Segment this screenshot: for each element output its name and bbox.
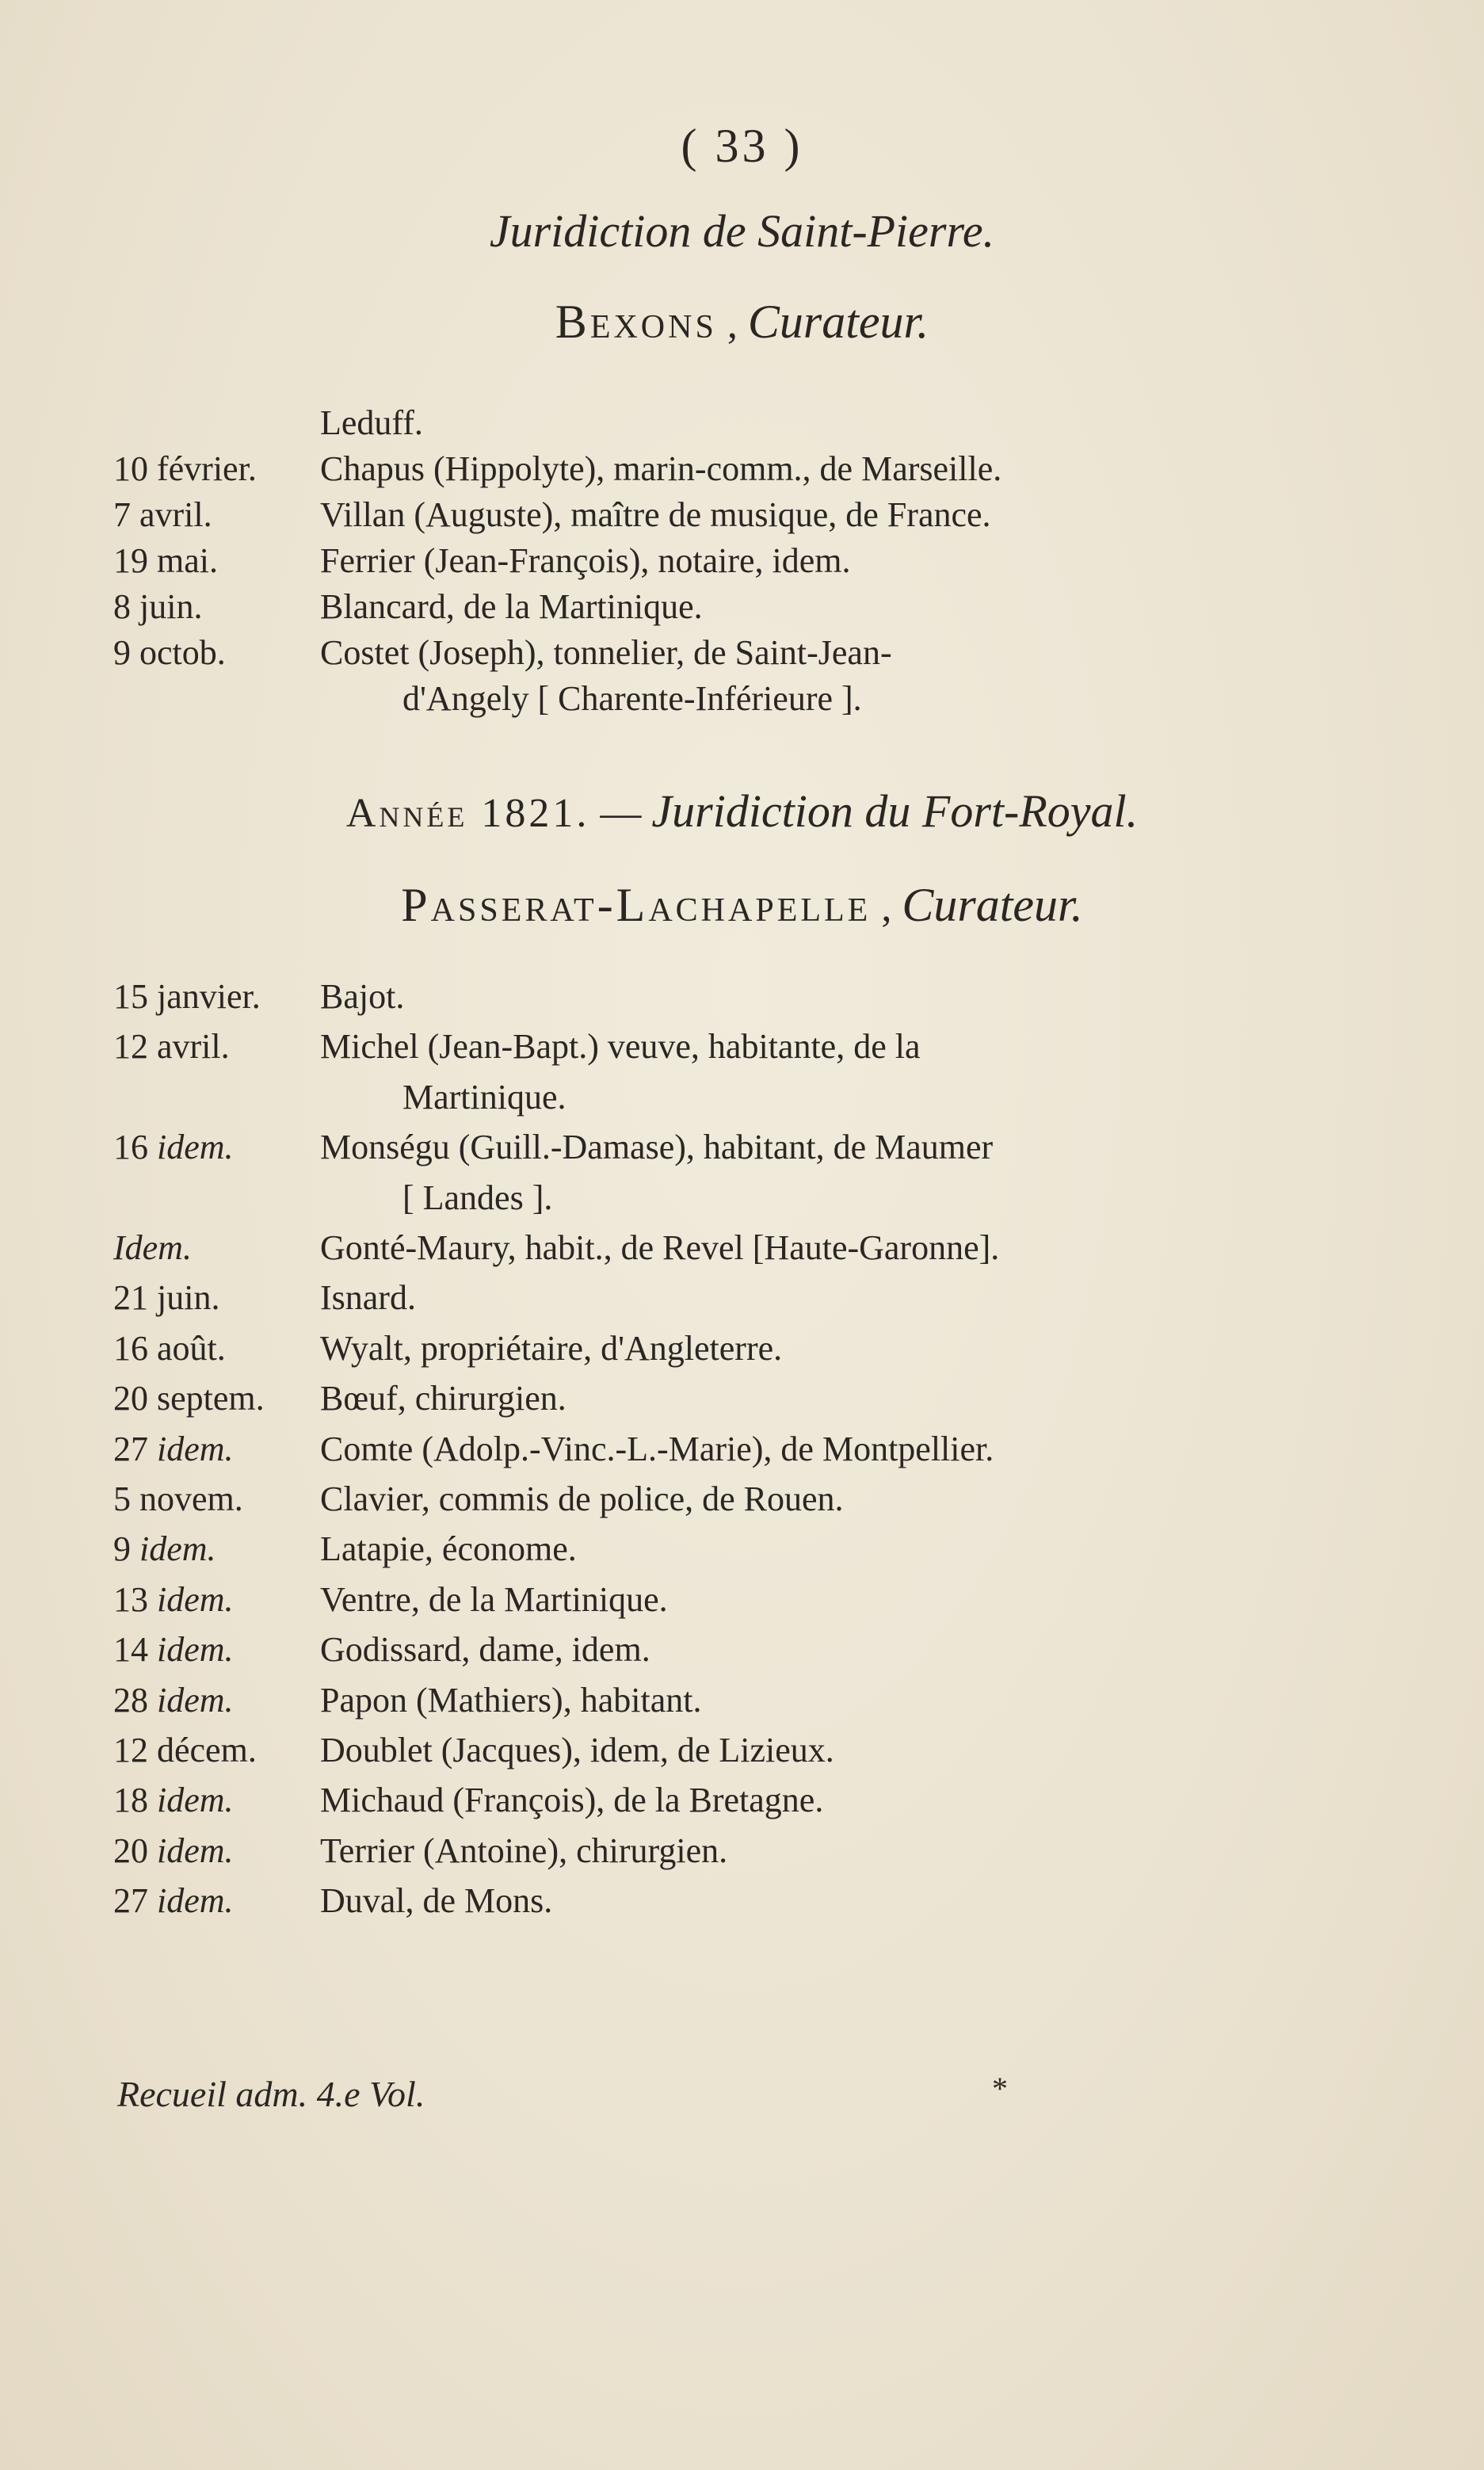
- section2-curator-name: Passerat-Lachapelle: [401, 879, 872, 931]
- entry-text: [ Landes ].: [402, 1178, 553, 1217]
- entry-date: 27 idem.: [113, 1881, 234, 1921]
- entry-date: 8 juin.: [113, 587, 203, 626]
- entry-text: Clavier, commis de police, de Rouen.: [320, 1479, 844, 1518]
- entry-date: 15 janvier.: [113, 977, 261, 1016]
- entry-text: Ferrier (Jean-François), notaire, idem.: [320, 541, 851, 580]
- section2-heading: [0, 785, 1484, 838]
- section1-curator-line: [0, 295, 1484, 349]
- section2-dash: —: [589, 791, 652, 836]
- entry-text: Ventre, de la Martinique.: [320, 1579, 668, 1619]
- entry-date: 14 idem.: [113, 1630, 234, 1670]
- entry-text: Papon (Mathiers), habitant.: [320, 1680, 702, 1720]
- entry-text: Latapie, économe.: [320, 1529, 577, 1569]
- section1-curator-role: Curateur.: [747, 296, 929, 348]
- section1-curator-separator: ,: [716, 302, 748, 347]
- entry-text: Bajot.: [320, 977, 405, 1016]
- section2-title: Juridiction du Fort-Royal.: [651, 785, 1139, 837]
- entry-text: Comte (Adolp.-Vinc.-L.-Marie), de Montpellier.: [320, 1429, 994, 1468]
- entry-text: Villan (Auguste), maître de musique, de France.: [320, 495, 991, 534]
- entry-date: 19 mai.: [113, 541, 218, 580]
- entry-text: Monségu (Guill.-Damase), habitant, de Maumer: [320, 1128, 994, 1167]
- entry-date: 9 octob.: [113, 633, 226, 672]
- section2-year: Année 1821.: [345, 791, 590, 836]
- signature-mark: *: [992, 2071, 1008, 2106]
- entry-text: Gonté-Maury, habit., de Revel [Haute-Garonne].: [320, 1228, 1000, 1267]
- entry-date: 21 juin.: [113, 1278, 220, 1318]
- entry-date: 13 idem.: [113, 1579, 234, 1619]
- entry-text: Isnard.: [320, 1278, 416, 1318]
- entry-date: 7 avril.: [113, 495, 212, 534]
- section1-title: Juridiction de Saint-Pierre.: [489, 205, 995, 257]
- entry-text: Martinique.: [402, 1077, 567, 1117]
- page-number: ( 33 ): [681, 120, 803, 172]
- entry-date: 12 avril.: [113, 1027, 230, 1067]
- section2-curator-role: Curateur.: [902, 879, 1083, 931]
- entry-text: Bœuf, chirurgien.: [320, 1379, 567, 1418]
- entry-text: Godissard, dame, idem.: [320, 1630, 650, 1670]
- entry-text: Duval, de Mons.: [320, 1881, 553, 1921]
- entry-date: 20 idem.: [113, 1831, 234, 1870]
- entry-date: 27 idem.: [113, 1429, 234, 1468]
- entry-date: 16 août.: [113, 1328, 226, 1368]
- entry-text: Blancard, de la Martinique.: [320, 587, 703, 626]
- entry-date: 9 idem.: [113, 1529, 216, 1569]
- entry-date: Idem.: [113, 1228, 192, 1267]
- entry-date: 28 idem.: [113, 1680, 234, 1720]
- footer-volume: Recueil adm. 4.e Vol.: [117, 2074, 425, 2114]
- entry-date: 16 idem.: [113, 1128, 234, 1167]
- entry-text: Doublet (Jacques), idem, de Lizieux.: [320, 1731, 834, 1769]
- entry-text: Leduff.: [320, 403, 423, 442]
- entry-text: Terrier (Antoine), chirurgien.: [320, 1831, 728, 1870]
- section1-curator-name: Bexons: [555, 296, 717, 348]
- entry-date: 20 septem.: [113, 1379, 265, 1418]
- entry-text: Michaud (François), de la Bretagne.: [320, 1781, 824, 1820]
- entry-text: Chapus (Hippolyte), marin-comm., de Marseille.: [320, 449, 1002, 488]
- entry-date: 5 novem.: [113, 1479, 243, 1518]
- entry-date: 10 février.: [113, 449, 257, 488]
- entry-text: d'Angely [ Charente-Inférieure ].: [402, 679, 862, 718]
- section2-curator-separator: ,: [871, 885, 902, 930]
- entry-text: Costet (Joseph), tonnelier, de Saint-Jean-: [320, 633, 892, 672]
- entry-text: Michel (Jean-Bapt.) veuve, habitante, de la: [320, 1027, 921, 1067]
- entry-date: 12 décem.: [113, 1731, 257, 1769]
- entry-date: 18 idem.: [113, 1781, 234, 1820]
- section2-curator-line: [0, 878, 1484, 933]
- entry-text: Wyalt, propriétaire, d'Angleterre.: [320, 1328, 783, 1368]
